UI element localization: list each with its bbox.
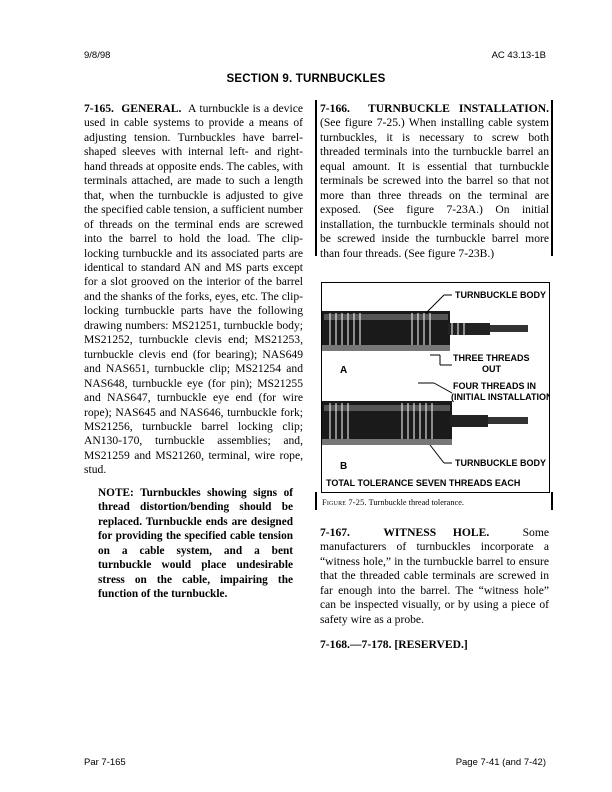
para-167-number: 7-167. xyxy=(320,526,350,539)
header-doc-id: AC 43.13-1B xyxy=(491,50,546,61)
change-bar-right xyxy=(551,100,553,256)
assembly-b xyxy=(322,401,528,445)
footer-paragraph-ref: Par 7-165 xyxy=(84,757,126,768)
para-166-heading: TURNBUCKLE INSTALLATION. xyxy=(368,102,549,115)
label-total-tolerance: TOTAL TOLERANCE SEVEN THREADS EACH xyxy=(326,478,521,488)
paragraph-7-166 xyxy=(320,102,549,261)
para-166-body: (See figure 7-25.) When installing cable system turnbuckles, it is necessary to screw both threaded terminals into the turnbuckle barrel an equal amount. It is essential that turnbuckle terminals be screwed into the barrel so that not more than three threads on the terminal are exposed. (See figure 7-23A.) On initial installation, the turnbuckle terminals should not be screwed inside the turnbuckle barrel more than four threads. (See figure 7-23B.) xyxy=(320,116,549,260)
label-b: B xyxy=(340,461,348,472)
label-turnbuckle-body-bottom: TURNBUCKLE BODY xyxy=(455,458,546,468)
label-three-threads-2: OUT xyxy=(482,364,501,374)
label-three-threads-1: THREE THREADS xyxy=(453,353,530,363)
assembly-a xyxy=(322,311,528,351)
label-four-threads-2: (INITIAL INSTALLATION) xyxy=(451,392,549,402)
para-166-number: 7-166. xyxy=(320,102,350,115)
figure-caption-prefix: Figure 7-25. xyxy=(322,498,367,507)
para-165-body: A turnbuckle is a device used in cable systems to provide a means of adjusting tension. Turnbuckles have barrel-shaped sleeves with internal left- and right-hand threads at opposite ends. The cables, with terminals attached, are made to such a length that, when the turnbuckle is adjusted to give the specified cable tension, a sufficient number of threads on the terminal ends are screwed into the barrel to hold the load. The clip-locking turnbuckle and its associated parts are identical to standard AN and MS parts except for a slot grooved on the interior of the barrel and the shanks of the forks, eyes, etc. The clip-locking turnbuckle parts have the following drawing numbers: MS21251, turnbuckle body; MS21252, turnbuckle clevis end; MS21253, turnbuckle clevis end (for bearing); NAS649 and NAS651, turnbuckle clip; MS21254 and NAS648, turnbuckle eye (for pin); MS21255 and NAS647, turnbuckle eye end (for wire rope); NAS645 and NAS646, turnbuckle fork; MS21256, turnbuckle barrel locking clip; AN130-170, turnbuckle assemblies; and, MS21259 and MS21260, terminal, wire rope, stud. xyxy=(84,102,303,477)
label-a: A xyxy=(340,365,348,376)
label-four-threads-1: FOUR THREADS IN xyxy=(453,381,536,391)
label-turnbuckle-body-top: TURNBUCKLE BODY xyxy=(455,290,546,300)
footer-page-number: Page 7-41 (and 7-42) xyxy=(455,757,546,768)
figure-caption-text: Turnbuckle thread tolerance. xyxy=(368,498,464,507)
header-date: 9/8/98 xyxy=(84,50,111,61)
para-167-heading: WITNESS HOLE. xyxy=(383,526,490,539)
note-block: NOTE: Turnbuckles showing signs of thread distortion/bending should be replaced. Turnbuckle ends are designed for providing the specified cable tension on a cable system, and a bent turnbuckle would place undesirable stress on the cable, impairing the function of the turnbuckle. xyxy=(98,487,293,601)
turnbuckle-illustration xyxy=(322,283,549,492)
change-bar xyxy=(315,100,317,256)
change-bar-caption xyxy=(315,492,317,510)
figure-caption xyxy=(322,498,464,507)
para-165-number: 7-165. xyxy=(84,102,114,115)
section-title: SECTION 9. TURNBUCKLES xyxy=(226,73,386,85)
paragraph-7-167 xyxy=(320,526,549,627)
change-bar-caption-right xyxy=(551,492,553,510)
reserved-paragraphs: 7-168.—7-178. [RESERVED.] xyxy=(320,638,468,651)
paragraph-7-165 xyxy=(84,102,303,478)
para-167-body: Some manufacturers of turnbuckles incorporate a “witness hole,” in the turnbuckle barrel to ensure that the threaded cable terminals are screwed in far enough into the barrel. The “witness hole” can be inspected visually, or by using a piece of safety wire as a probe. xyxy=(320,526,550,626)
para-165-heading: GENERAL. xyxy=(121,102,182,115)
figure-7-25 xyxy=(321,282,550,493)
